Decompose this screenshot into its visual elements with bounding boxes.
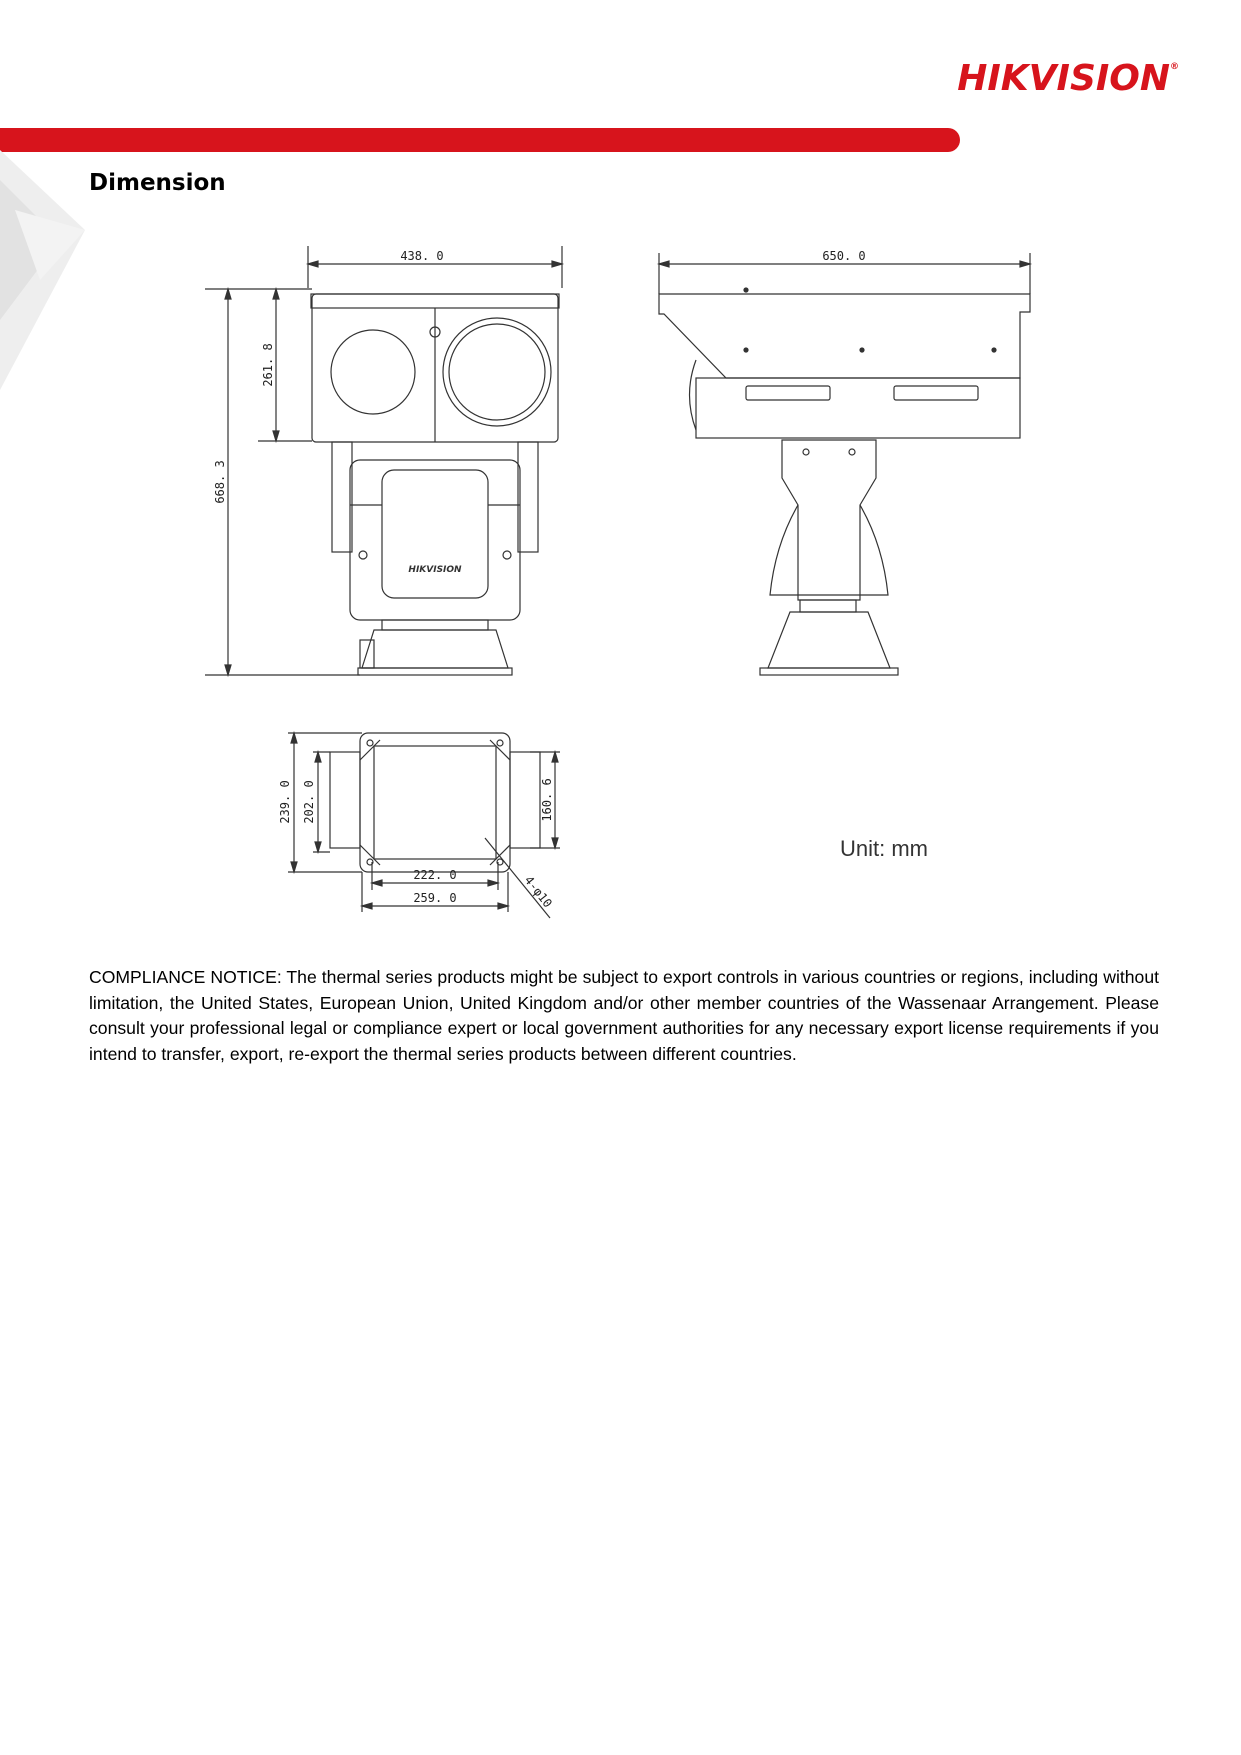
depth-outer-label: 239. 0 — [278, 780, 292, 824]
side-view — [659, 253, 1030, 675]
depth-inner-label: 202. 0 — [302, 780, 316, 824]
front-view — [205, 246, 562, 675]
side-length-label: 650. 0 — [822, 249, 866, 263]
section-title: Dimension — [89, 170, 226, 196]
total-height-label: 668. 3 — [213, 460, 227, 504]
bolt-spacing-label: 222. 0 — [413, 868, 457, 882]
unit-label: Unit: mm — [840, 836, 928, 861]
front-width-label: 438. 0 — [400, 249, 444, 263]
body-logo-label: HIKVISION — [408, 565, 462, 575]
head-height-label: 261. 8 — [261, 343, 275, 387]
base-width-label: 259. 0 — [413, 891, 457, 905]
right-height-label: 160. 6 — [540, 778, 554, 822]
holes-label: 4-φ10 — [521, 873, 555, 911]
brand-logo: HIKVISION® — [957, 58, 1179, 99]
compliance-notice: COMPLIANCE NOTICE: The thermal series products might be subject to export controls in various countries or regions, including without limitation, the United States, European Union, United Kingdom and/or other member countries of the Wassenaar Arrangement. Please consult your professional legal or compliance expert or local government authorities for any necessary export license requirements if you intend to transfer, export, re-export the thermal series products between different countries. — [89, 967, 1159, 1064]
